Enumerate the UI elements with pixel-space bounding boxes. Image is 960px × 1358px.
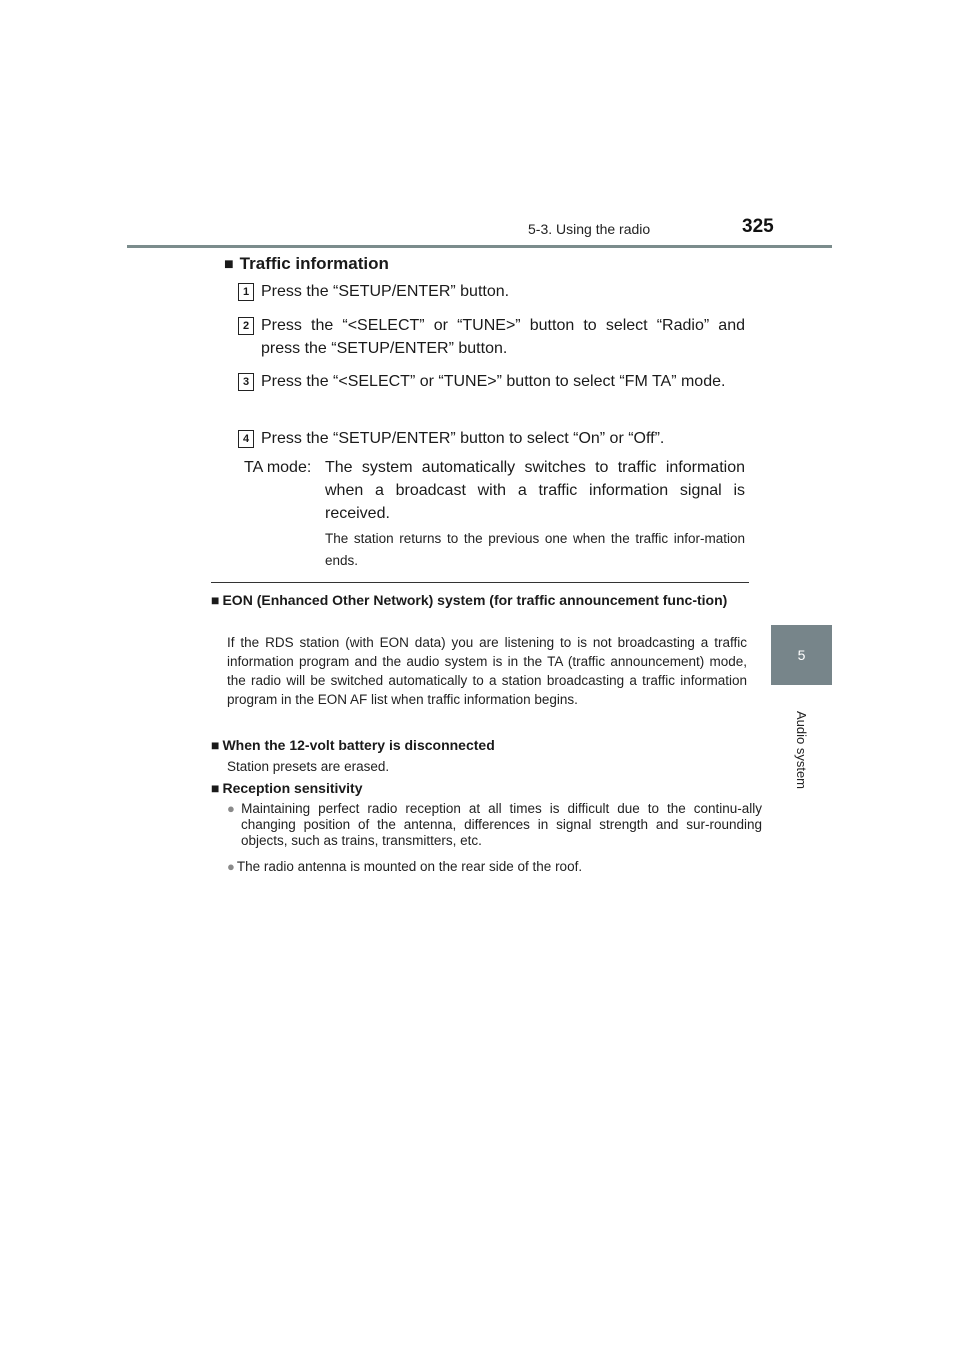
- ta-mode-description: The system automatically switches to traffic information when a broadcast with a traffic information signal is received.: [325, 459, 745, 522]
- reception-bullet-2-text: The radio antenna is mounted on the rear side of the roof.: [236, 859, 583, 874]
- circle-bullet-icon: ●: [227, 859, 235, 874]
- chapter-number: 5: [797, 647, 806, 663]
- square-bullet-icon: ■: [224, 256, 234, 273]
- reception-heading: [211, 779, 748, 798]
- step-number-1: 1: [238, 283, 254, 301]
- section-header: 5-3. Using the radio: [528, 221, 651, 237]
- square-bullet-icon: ■: [211, 592, 220, 608]
- section-title: [224, 254, 389, 274]
- eon-paragraph: If the RDS station (with EON data) you are listening to is not broadcasting a traffic information program and the audio system is in the TA (traffic announcement) mode, the radio will be switched automatically to a station broadcasting a traffic information program in the EON AF list when traffic information begins.: [227, 635, 747, 707]
- battery-heading: [211, 736, 748, 755]
- reception-heading-text: Reception sensitivity: [222, 780, 363, 796]
- step-text-4: Press the “SETUP/ENTER” button to select “On” or “Off”.: [261, 430, 665, 447]
- battery-paragraph: Station presets are erased.: [227, 759, 390, 774]
- step-text-2: Press the “<SELECT” or “TUNE>” button to select “Radio” and press the “SETUP/ENTER” button.: [261, 317, 745, 357]
- reception-bullet-2: [227, 859, 762, 875]
- section-divider: [211, 582, 749, 583]
- eon-heading: [211, 591, 762, 610]
- step-text-3: Press the “<SELECT” or “TUNE>” button to select “FM TA” mode.: [261, 373, 726, 390]
- step-text-1: Press the “SETUP/ENTER” button.: [261, 283, 510, 300]
- eon-heading-text: EON (Enhanced Other Network) system (for traffic announcement func-tion): [222, 592, 728, 608]
- step-number-4: 4: [238, 430, 254, 448]
- chapter-label: Audio system: [794, 710, 809, 790]
- header-rule: [127, 245, 832, 248]
- battery-heading-text: When the 12-volt battery is disconnected: [222, 737, 495, 753]
- step-number-3: 3: [238, 373, 254, 391]
- ta-mode-label: TA mode:: [244, 459, 312, 476]
- square-bullet-icon: ■: [211, 780, 220, 796]
- reception-bullet-1: [227, 801, 762, 849]
- section-title-text: Traffic information: [239, 254, 389, 273]
- page-number: 325: [742, 216, 774, 237]
- step-number-2: 2: [238, 317, 254, 335]
- ta-mode-note: The station returns to the previous one when the traffic infor-mation ends.: [325, 531, 745, 568]
- circle-bullet-icon: ●: [227, 801, 240, 816]
- reception-bullet-1-text: Maintaining perfect radio reception at all times is difficult due to the continu-ally changing position of the antenna, differences in signal strength and sur-rounding objects, such as trains, transmitters, etc.: [241, 801, 762, 848]
- square-bullet-icon: ■: [211, 737, 220, 753]
